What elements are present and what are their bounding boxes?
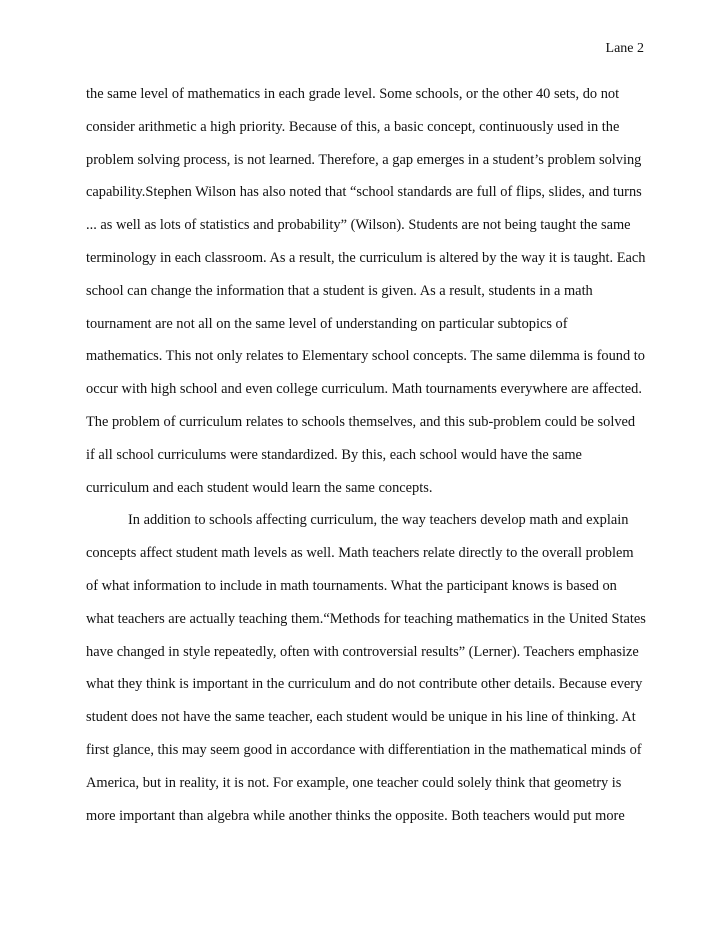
text-line: terminology in each classroom. As a result, the curriculum is altered by the way it is taught. Each <box>86 249 646 266</box>
text-line: if all school curriculums were standardized. By this, each school would have the same <box>86 446 582 463</box>
text-line: problem solving process, is not learned. Therefore, a gap emerges in a student’s problem solving <box>86 151 642 168</box>
text-line: what they think is important in the curriculum and do not contribute other details. Because every <box>86 676 643 693</box>
text-line: consider arithmetic a high priority. Because of this, a basic concept, continuously used in the <box>86 118 620 135</box>
text-line: The problem of curriculum relates to schools themselves, and this sub-problem could be solved <box>86 413 636 430</box>
text-line: the same level of mathematics in each grade level. Some schools, or the other 40 sets, do not <box>86 86 620 102</box>
text-line: mathematics. This not only relates to Elementary school concepts. The same dilemma is found to <box>86 348 645 365</box>
text-line: first glance, this may seem good in accordance with differentiation in the mathematical minds of <box>86 741 642 758</box>
text-line: America, but in reality, it is not. For example, one teacher could solely think that geometry is <box>86 774 622 791</box>
text-line: occur with high school and even college curriculum. Math tournaments everywhere are affected. <box>86 381 642 398</box>
text-line: what teachers are actually teaching them.“Methods for teaching mathematics in the United States <box>86 610 646 627</box>
paragraph-first-line: In addition to schools affecting curriculum, the way teachers develop math and explain <box>128 512 629 529</box>
text-line: more important than algebra while another thinks the opposite. Both teachers would put more <box>86 807 625 824</box>
text-line: capability.Stephen Wilson has also noted that “school standards are full of flips, slides, and turns <box>86 184 642 201</box>
text-line: school can change the information that a student is given. As a result, students in a math <box>86 282 593 299</box>
text-line: curriculum and each student would learn the same concepts. <box>86 479 433 496</box>
body-text <box>86 85 646 839</box>
running-head: Lane 2 <box>605 41 644 56</box>
text-line: ... as well as lots of statistics and probability” (Wilson). Students are not being taught the same <box>86 217 631 234</box>
text-line: concepts affect student math levels as well. Math teachers relate directly to the overall problem <box>86 545 634 562</box>
text-line: have changed in style repeatedly, often with controversial results” (Lerner). Teachers emphasize <box>86 643 639 660</box>
text-line: student does not have the same teacher, each student would be unique in his line of thinking. At <box>86 709 636 726</box>
text-line: tournament are not all on the same level of understanding on particular subtopics of <box>86 315 568 332</box>
text-line: of what information to include in math tournaments. What the participant knows is based on <box>86 577 617 594</box>
